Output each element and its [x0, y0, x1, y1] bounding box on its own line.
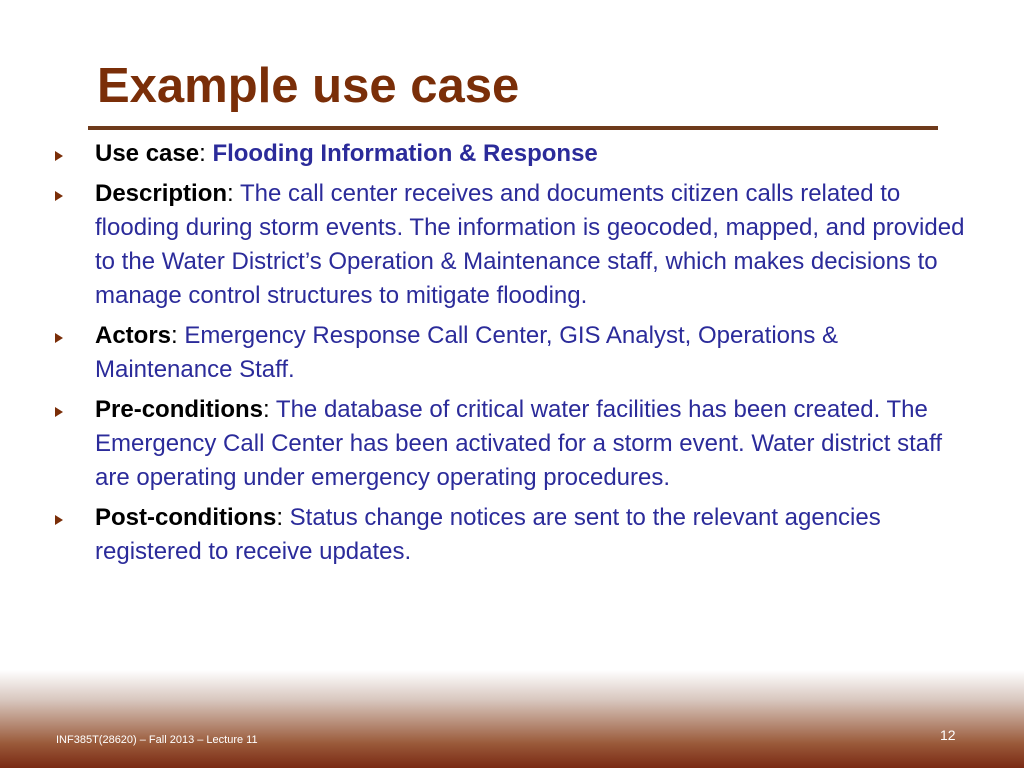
bullet-use-case: [95, 137, 965, 171]
bullet-label: Post-conditions: [95, 504, 277, 531]
footer-bar: [0, 670, 1024, 768]
bullet-value: Flooding Information & Response: [212, 140, 598, 167]
bullet-pre-conditions: [95, 393, 965, 495]
bullet-list: [95, 137, 965, 575]
triangle-right-icon: [55, 191, 63, 201]
bullet-actors: [95, 319, 965, 387]
page-number: 12: [940, 727, 956, 743]
title-divider: [88, 126, 938, 130]
triangle-right-icon: [55, 333, 63, 343]
triangle-right-icon: [55, 151, 63, 161]
bullet-colon: :: [227, 180, 234, 207]
bullet-colon: :: [171, 322, 178, 349]
bullet-label: Pre-conditions: [95, 396, 264, 423]
triangle-right-icon: [55, 407, 63, 417]
footer-course-label: INF385T(28620) – Fall 2013 – Lecture 11: [56, 734, 258, 746]
bullet-colon: :: [276, 504, 283, 531]
bullet-post-conditions: [95, 501, 965, 569]
bullet-label: Actors: [95, 322, 172, 349]
bullet-value: Status change notices are sent to the relevant agencies registered to receive updates.: [95, 504, 881, 565]
triangle-right-icon: [55, 515, 63, 525]
bullet-value: Emergency Response Call Center, GIS Analyst, Operations & Maintenance Staff.: [95, 322, 839, 383]
bullet-label: Use case: [95, 140, 200, 167]
bullet-description: [95, 177, 965, 313]
bullet-colon: :: [199, 140, 206, 167]
slide-title: Example use case: [97, 59, 520, 113]
bullet-value: The database of critical water facilities has been created. The Emergency Call Center has been activated for a storm event. Water district staff are operating under emergency operating procedures.: [95, 396, 943, 491]
bullet-colon: :: [263, 396, 270, 423]
bullet-label: Description: [95, 180, 228, 207]
bullet-value: The call center receives and documents citizen calls related to flooding during storm events. The information is geocoded, mapped, and provided to the Water District’s Operation & Maintenance staff, which makes decisions to manage control structures to mitigate flooding.: [95, 180, 965, 309]
